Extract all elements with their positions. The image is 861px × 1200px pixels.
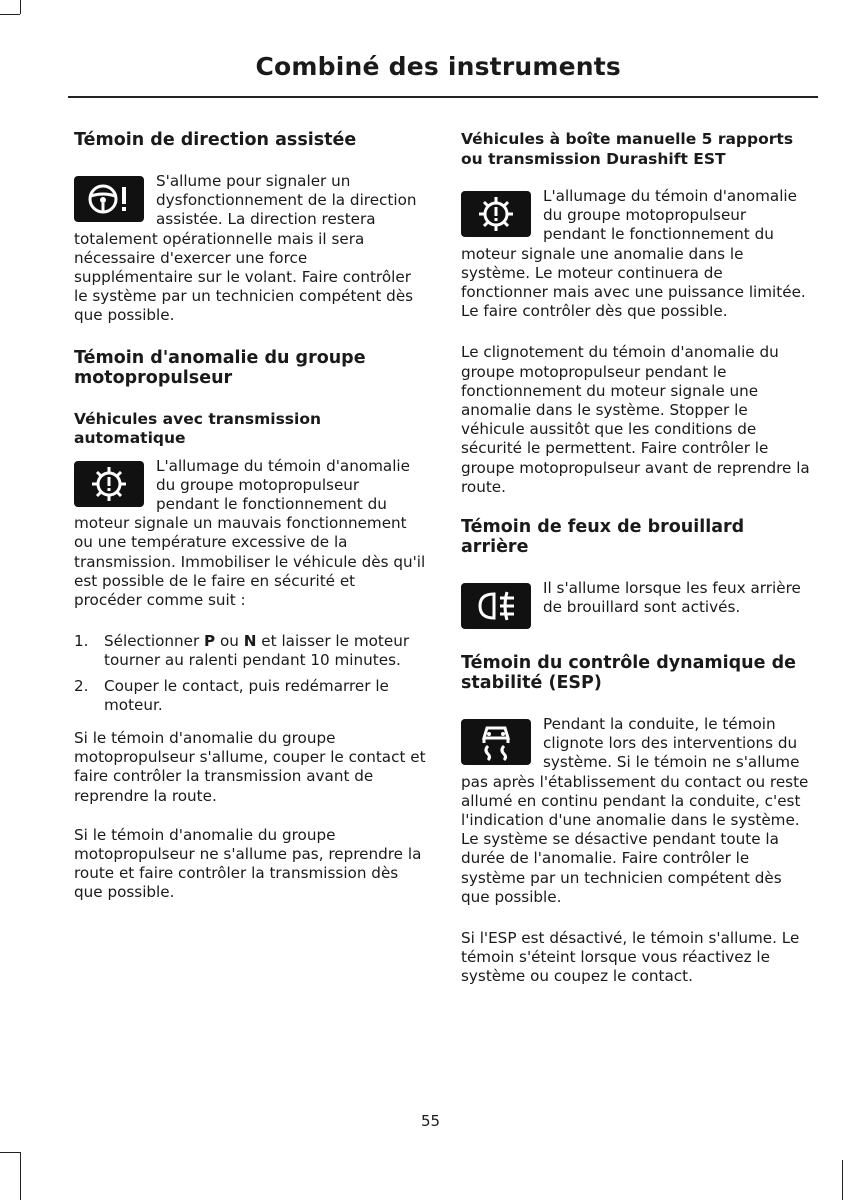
automatic-subheading: Véhicules avec transmission automatique <box>74 409 322 448</box>
power-steering-block <box>74 172 426 326</box>
fog-text: Il s'allume lorsque les feux arrière de brouillard sont activés. <box>543 579 801 617</box>
esp-para: Si l'ESP est désactivé, le témoin s'allume. Le témoin s'éteint lorsque vous réactivez le système ou coupez le contact. <box>461 929 800 986</box>
fog-heading: Témoin de feux de brouillard arrière <box>461 517 745 558</box>
crop-mark <box>0 1152 20 1153</box>
page-title: Combiné des instruments <box>255 52 621 81</box>
fog-block <box>461 579 813 631</box>
procedure-list <box>74 632 426 715</box>
manual-subheading: Véhicules à boîte manuelle 5 rapports ou transmission Durashift EST <box>461 130 794 168</box>
power-steering-heading: Témoin de direction assistée <box>74 130 357 150</box>
powertrain-manual-text: L'allumage du témoin d'anomalie du groupe motopropulseur pendant le fonctionnement du moteur signale une anomalie dans le système. Le moteur continuera de fonctionner mais avec une puissance limitée. Le faire contrôler dès que possible. <box>461 187 806 321</box>
list-number: 1. <box>74 632 89 651</box>
crop-mark <box>842 1160 843 1200</box>
list-item <box>74 677 426 715</box>
gear-n: N <box>243 632 257 651</box>
header-divider <box>68 96 818 98</box>
list-item <box>74 632 426 670</box>
steering-wheel-warning-icon <box>74 176 144 222</box>
step-text: et laisser le moteur tourner au ralenti pendant 10 minutes. <box>104 632 410 670</box>
powertrain-para-2: Si le témoin d'anomalie du groupe motopropulseur ne s'allume pas, reprendre la route et faire contrôler la transmission dès que possible. <box>74 825 422 902</box>
powertrain-fault-icon <box>74 461 144 507</box>
esp-block <box>461 715 813 907</box>
gear-p: P <box>204 632 216 651</box>
powertrain-para-1: Si le témoin d'anomalie du groupe motopropulseur s'allume, couper le contact et faire contrôler la transmission avant de reprendre la route. <box>74 729 426 805</box>
right-column <box>461 130 813 1007</box>
powertrain-flash-para: Le clignotement du témoin d'anomalie du groupe motopropulseur pendant le fonctionnement du moteur signale une anomalie dans le système. Stopper le véhicule aussitôt que les conditions de sécurité le permettent. Faire contrôler le groupe motopropulseur avant de reprendre la route. <box>461 343 810 496</box>
powertrain-manual-block <box>461 187 813 321</box>
powertrain-heading: Témoin d'anomalie du groupe motopropulseur <box>74 347 366 388</box>
left-column <box>74 130 426 923</box>
crop-mark <box>20 0 21 14</box>
page-number: 55 <box>420 1112 441 1130</box>
step-text: Couper le contact, puis redémarrer le moteur. <box>104 676 389 714</box>
list-number: 2. <box>74 676 89 695</box>
crop-mark <box>20 1152 21 1200</box>
step-text: Sélectionner <box>104 632 205 651</box>
powertrain-auto-block <box>74 457 426 611</box>
stability-control-icon <box>461 719 531 765</box>
esp-heading: Témoin du contrôle dynamique de stabilité (ESP) <box>461 653 796 694</box>
power-steering-text: S'allume pour signaler un dysfonctionnement de la direction assistée. La direction restera totalement opérationnelle mais il sera nécessaire d'exercer une force supplémentaire sur le volant. Faire contrôler le système par un technicien compétent dès que possible. <box>74 172 417 325</box>
crop-mark <box>0 14 20 15</box>
esp-text: Pendant la conduite, le témoin clignote lors des interventions du système. Si le témoin ne s'allume pas après l'établissement du contact ou reste allumé en continu pendant la conduite, c'est l'indication d'une anomalie dans le système. Le système se désactive pendant toute la durée de l'anomalie. Faire contrôler le système par un technicien compétent dès que possible. <box>461 715 809 906</box>
rear-fog-lamp-icon <box>461 583 531 629</box>
powertrain-auto-text: L'allumage du témoin d'anomalie du groupe motopropulseur pendant le fonctionnement du moteur signale un mauvais fonctionnement ou une température excessive de la transmission. Immobiliser le véhicule dès qu'il est possible de le faire en sécurité et procéder comme suit : <box>74 456 426 610</box>
powertrain-fault-icon <box>461 191 531 237</box>
step-text: ou <box>215 632 244 651</box>
